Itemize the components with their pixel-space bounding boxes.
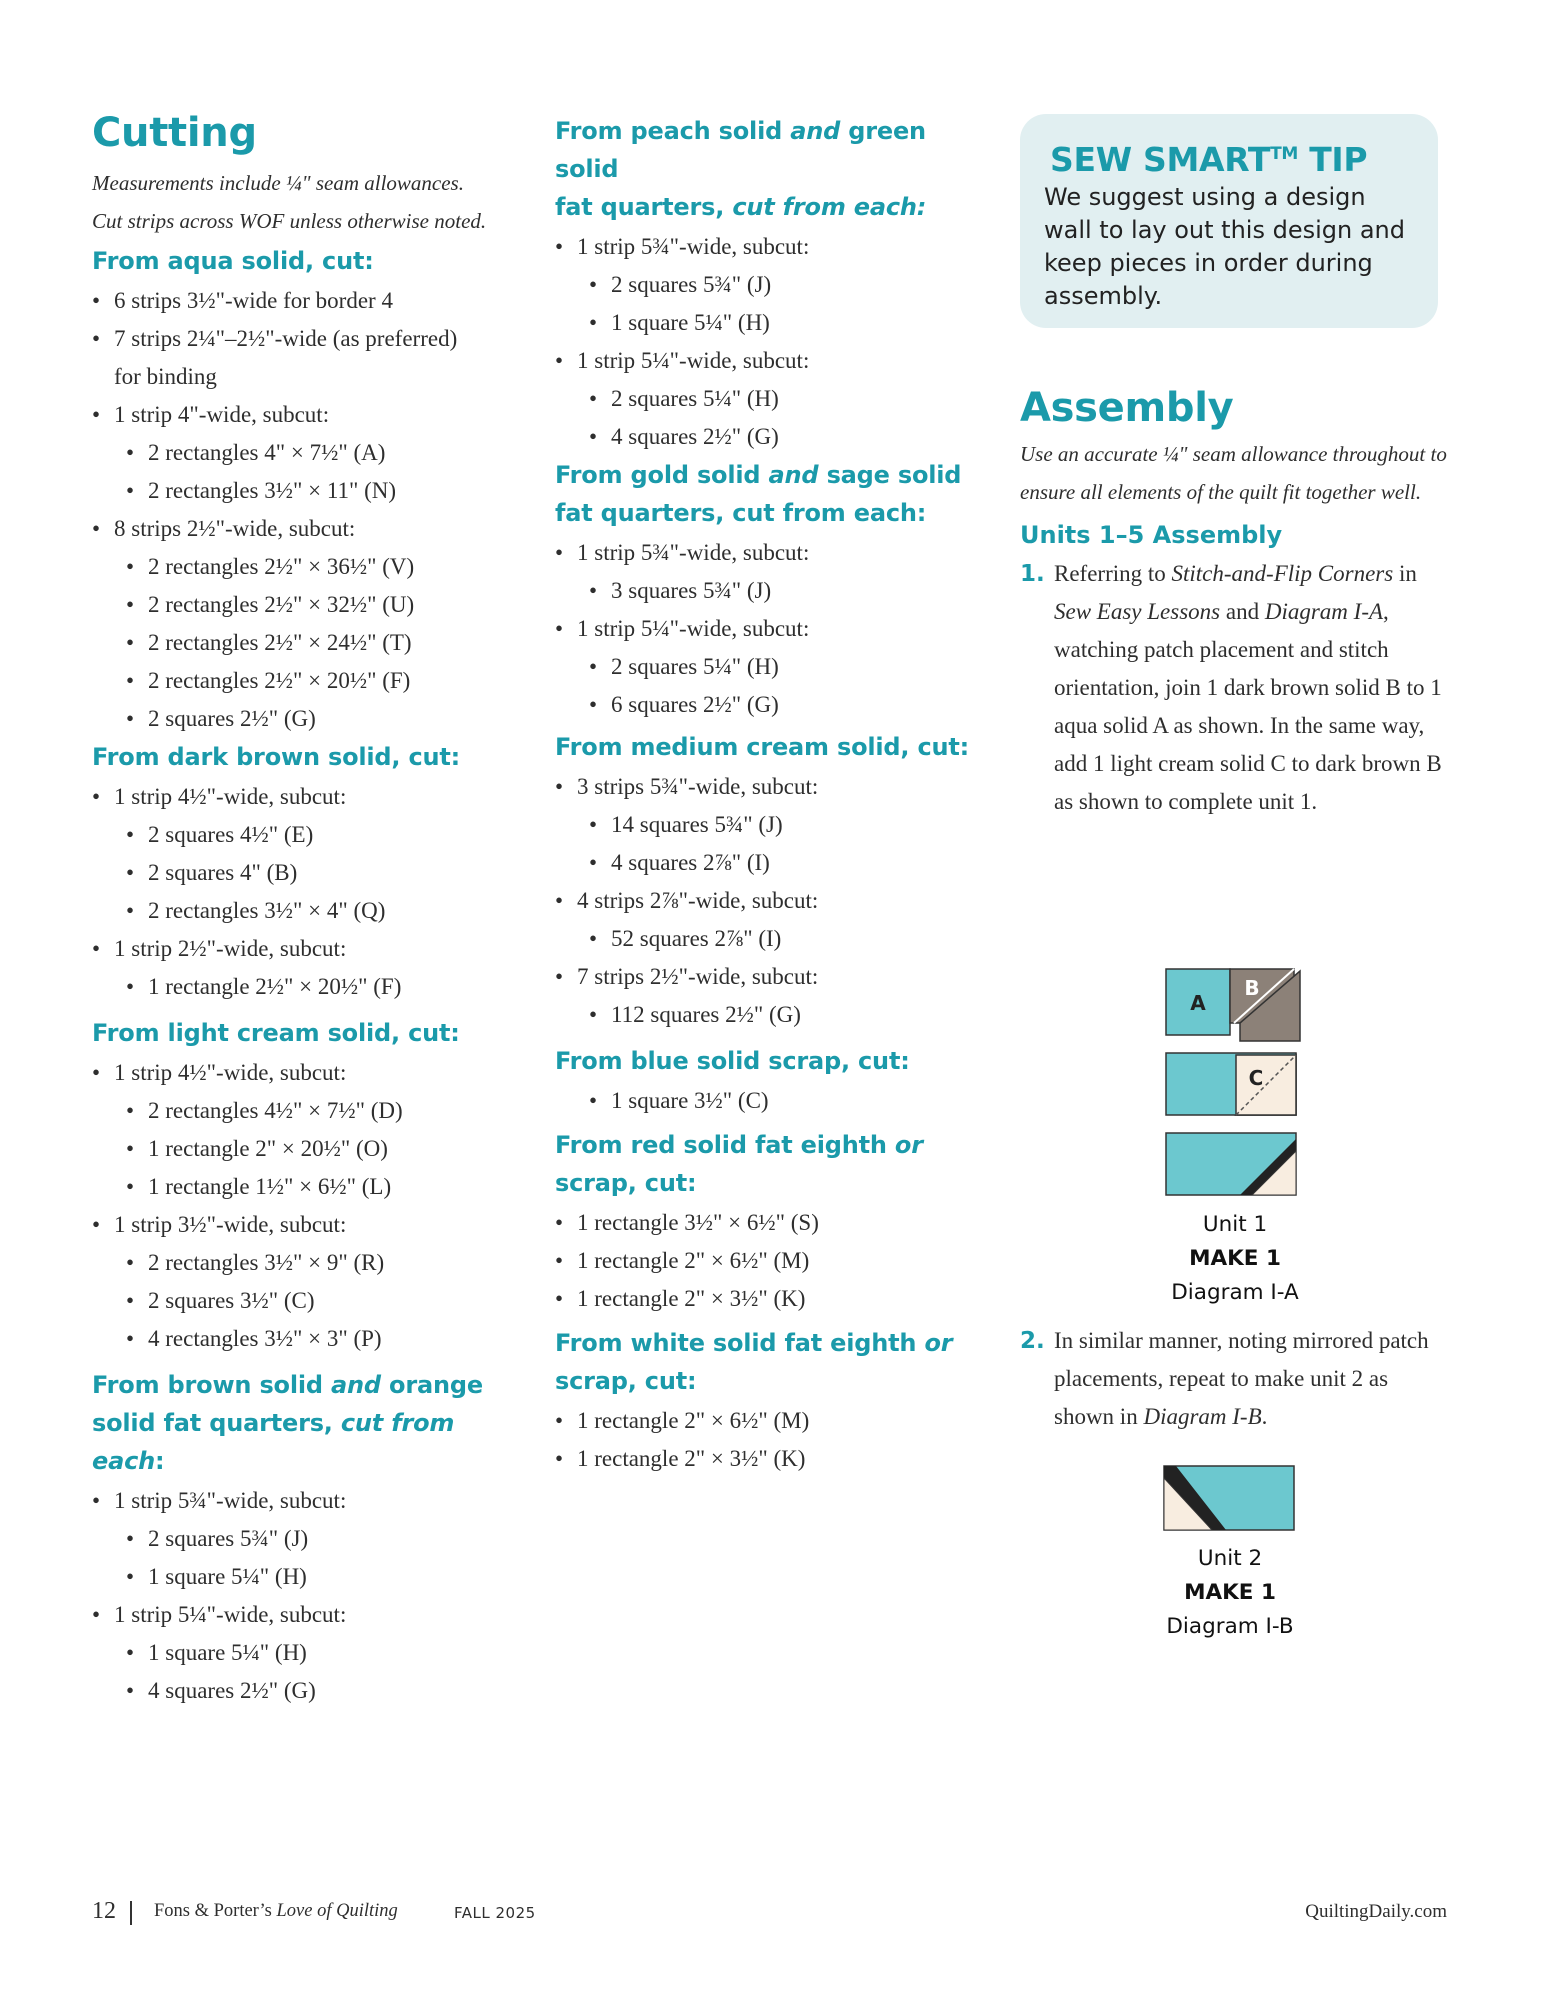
diagram-i-b-caption <box>1130 1542 1330 1644</box>
list-item: • 14 squares 5¾" (J) <box>555 806 995 844</box>
list-item: • 2 rectangles 2½" × 24½" (T) <box>92 624 532 662</box>
list-item: • 2 rectangles 3½" × 11" (N) <box>92 472 532 510</box>
list-item: • 1 rectangle 3½" × 6½" (S) <box>555 1204 995 1242</box>
blue-list <box>555 1082 995 1120</box>
heading-text: cut from each <box>92 1409 455 1475</box>
list-item: • 1 square 5¼" (H) <box>92 1634 532 1672</box>
sew-smart-tip-box <box>1020 114 1438 328</box>
step-text: Sew Easy Lessons <box>1054 599 1221 624</box>
dark-brown-list <box>92 778 532 1006</box>
cutting-column-1 <box>92 110 532 1710</box>
list-item: • 1 rectangle 1½" × 6½" (L) <box>92 1168 532 1206</box>
tip-body: We suggest using a design wall to lay out this design and keep pieces in order during assembly. <box>1044 183 1405 310</box>
list-item: • 1 strip 3½"-wide, subcut: <box>92 1206 532 1244</box>
list-item: • 1 square 3½" (C) <box>555 1082 995 1120</box>
list-item: • 2 rectangles 4" × 7½" (A) <box>92 434 532 472</box>
list-item: • 2 rectangles 2½" × 32½" (U) <box>92 586 532 624</box>
aqua-list <box>92 282 532 738</box>
list-item: • 1 rectangle 2" × 3½" (K) <box>555 1440 995 1478</box>
list-item: • 2 squares 5¼" (H) <box>555 380 995 418</box>
list-item: • 2 squares 5¾" (J) <box>555 266 995 304</box>
caption-unit: Unit 1 <box>1202 1212 1268 1237</box>
magazine-title <box>154 1901 398 1922</box>
list-item: • 3 squares 5¾" (J) <box>555 572 995 610</box>
label-c: C <box>1248 1066 1264 1090</box>
caption-diagram: Diagram I-A <box>1171 1280 1299 1305</box>
step-text: , watching patch placement and stitch orientation, join 1 dark brown solid B to 1 aqua solid A as shown. In the same way, add 1 light cream solid C to dark brown B as shown to complete unit 1. <box>1054 599 1442 814</box>
heading-text: solid fat quarters, <box>92 1409 341 1437</box>
list-item: • 3 strips 5¾"-wide, subcut: <box>555 768 995 806</box>
list-item: • 4 rectangles 3½" × 3" (P) <box>92 1320 532 1358</box>
list-item: • 52 squares 2⅞" (I) <box>555 920 995 958</box>
peach-green-list <box>555 228 995 456</box>
heading-text: From red solid fat eighth <box>555 1131 895 1159</box>
heading-text: and <box>768 461 819 489</box>
list-item: • 1 rectangle 2" × 6½" (M) <box>555 1242 995 1280</box>
list-item: • 4 squares 2⅞" (I) <box>555 844 995 882</box>
heading-text: fat quarters, <box>555 193 733 221</box>
magazine-name: Fons & Porter’s <box>154 1901 277 1921</box>
list-item: • 1 strip 5¼"-wide, subcut: <box>555 342 995 380</box>
list-item: • 112 squares 2½" (G) <box>555 996 995 1034</box>
list-item: • 2 squares 2½" (G) <box>92 700 532 738</box>
light-cream-heading: From light cream solid, cut: <box>92 1019 460 1047</box>
heading-text: From white solid fat eighth <box>555 1329 925 1357</box>
list-item: • 7 strips 2½"-wide, subcut: <box>555 958 995 996</box>
step-2 <box>1020 1322 1450 1436</box>
list-item: • 1 strip 4½"-wide, subcut: <box>92 1054 532 1092</box>
caption-make: MAKE 1 <box>1184 1580 1276 1605</box>
heading-text: From gold solid <box>555 461 769 489</box>
heading-text: From brown solid <box>92 1371 332 1399</box>
heading-text: or <box>924 1329 953 1357</box>
list-item: • 1 strip 2½"-wide, subcut: <box>92 930 532 968</box>
list-item: • 1 square 5¼" (H) <box>555 304 995 342</box>
list-item: for binding <box>114 364 217 389</box>
medium-cream-heading: From medium cream solid, cut: <box>555 733 970 761</box>
step-text: Diagram I-A <box>1264 599 1384 624</box>
magazine-name-italic: Love of Quilting <box>276 1901 398 1921</box>
cutting-title: Cutting <box>92 110 257 156</box>
list-item: • 2 squares 3½" (C) <box>92 1282 532 1320</box>
list-item: • 1 strip 5¼"-wide, subcut: <box>92 1596 532 1634</box>
step-text: Diagram I-B <box>1143 1404 1262 1429</box>
label-a: A <box>1190 991 1206 1015</box>
list-item: • 1 strip 5¾"-wide, subcut: <box>555 534 995 572</box>
heading-text: orange <box>380 1371 483 1399</box>
diagram-i-b <box>1160 1462 1300 1534</box>
aqua-heading: From aqua solid, cut: <box>92 247 374 275</box>
heading-text: cut from each: <box>732 193 927 221</box>
list-item: • 1 strip 4½"-wide, subcut: <box>92 778 532 816</box>
step-text: and <box>1220 599 1265 624</box>
tip-title-text: SEW SMART <box>1050 140 1271 179</box>
website-link[interactable]: QuiltingDaily.com <box>1305 1901 1447 1922</box>
heading-text: green solid <box>555 117 926 183</box>
list-item: • 2 squares 5¼" (H) <box>555 648 995 686</box>
list-item: • 2 rectangles 2½" × 20½" (F) <box>92 662 532 700</box>
step-number: 1. <box>1020 561 1045 587</box>
cutting-intro-1: Measurements include ¼" seam allowances. <box>92 171 464 195</box>
list-item: • 1 strip 5¼"-wide, subcut: <box>555 610 995 648</box>
red-list <box>555 1204 995 1318</box>
heading-text: From peach solid <box>555 117 791 145</box>
list-item: • 2 rectangles 3½" × 4" (Q) <box>92 892 532 930</box>
tip-title-end: TIP <box>1298 140 1368 179</box>
step-text: in <box>1393 561 1417 586</box>
red-heading <box>555 1126 995 1202</box>
heading-text: fat quarters, cut from each: <box>555 499 927 527</box>
assembly-intro: Use an accurate ¼" seam allowance throughout to ensure all elements of the quilt fit together well. <box>1020 442 1447 504</box>
list-item: • 6 squares 2½" (G) <box>555 686 995 724</box>
gold-sage-heading <box>555 456 995 532</box>
heading-text: scrap, cut: <box>555 1169 697 1197</box>
dark-brown-heading: From dark brown solid, cut: <box>92 743 461 771</box>
heading-text: scrap, cut: <box>555 1367 697 1395</box>
list-item: • 4 strips 2⅞"-wide, subcut: <box>555 882 995 920</box>
diagram-i-a <box>1162 965 1308 1205</box>
list-item: • 1 strip 5¾"-wide, subcut: <box>555 228 995 266</box>
page-footer <box>92 1898 1447 1928</box>
list-item: • 4 squares 2½" (G) <box>555 418 995 456</box>
caption-make: MAKE 1 <box>1189 1246 1281 1271</box>
list-item: • 2 squares 5¾" (J) <box>92 1520 532 1558</box>
brown-orange-list <box>92 1482 532 1710</box>
heading-text: or <box>894 1131 923 1159</box>
list-item: • 1 rectangle 2" × 20½" (O) <box>92 1130 532 1168</box>
list-item: • 7 strips 2¼"–2½"-wide (as preferred) <box>92 320 532 358</box>
list-item: • 1 rectangle 2" × 6½" (M) <box>555 1402 995 1440</box>
issue-label: FALL 2025 <box>454 1904 536 1922</box>
step-2-wrapper <box>1020 1322 1450 1436</box>
step-1 <box>1020 555 1450 821</box>
list-item: • 1 rectangle 2½" × 20½" (F) <box>92 968 532 1006</box>
list-item: • 1 strip 4"-wide, subcut: <box>92 396 532 434</box>
heading-text: : <box>155 1447 165 1475</box>
list-item: • 6 strips 3½"-wide for border 4 <box>92 282 532 320</box>
page-number: 12 <box>92 1898 116 1924</box>
list-item: • 2 squares 4½" (E) <box>92 816 532 854</box>
cutting-column-2 <box>555 112 995 1478</box>
step-number: 2. <box>1020 1328 1045 1354</box>
step-text: Referring to <box>1054 561 1172 586</box>
assembly-section <box>1020 385 1450 821</box>
white-list <box>555 1402 995 1478</box>
white-heading <box>555 1324 995 1400</box>
step-text: . <box>1261 1404 1268 1429</box>
assembly-title: Assembly <box>1020 385 1234 431</box>
heading-text: and <box>331 1371 381 1399</box>
list-item: • 2 rectangles 3½" × 9" (R) <box>92 1244 532 1282</box>
list-item: • 2 rectangles 4½" × 7½" (D) <box>92 1092 532 1130</box>
peach-green-heading <box>555 112 995 226</box>
list-item: • 1 square 5¼" (H) <box>92 1558 532 1596</box>
blue-heading: From blue solid scrap, cut: <box>555 1047 910 1075</box>
step-text: In similar manner, noting mirrored patch placements, repeat to make unit 2 as shown in <box>1054 1328 1429 1429</box>
caption-diagram: Diagram I-B <box>1166 1614 1294 1639</box>
gold-sage-list <box>555 534 995 724</box>
list-item: • 1 rectangle 2" × 3½" (K) <box>555 1280 995 1318</box>
step-text: Stitch-and-Flip Corners <box>1171 561 1394 586</box>
heading-text: sage solid <box>818 461 962 489</box>
trademark-mark: TM <box>1270 144 1299 164</box>
list-item: • 1 strip 5¾"-wide, subcut: <box>92 1482 532 1520</box>
cutting-intro-2: Cut strips across WOF unless otherwise noted. <box>92 209 487 233</box>
footer-divider <box>130 1901 132 1925</box>
list-item: • 2 squares 4" (B) <box>92 854 532 892</box>
list-item: • 4 squares 2½" (G) <box>92 1672 532 1710</box>
tip-title <box>1050 140 1418 179</box>
units-heading: Units 1–5 Assembly <box>1020 521 1283 549</box>
list-item: • 8 strips 2½"-wide, subcut: <box>92 510 532 548</box>
light-cream-list <box>92 1054 532 1358</box>
diagram-i-a-caption <box>1135 1208 1335 1310</box>
brown-orange-heading <box>92 1366 532 1480</box>
caption-unit: Unit 2 <box>1197 1546 1263 1571</box>
list-item: • 2 rectangles 2½" × 36½" (V) <box>92 548 532 586</box>
label-b: B <box>1244 976 1260 1000</box>
heading-text: and <box>790 117 841 145</box>
medium-cream-list <box>555 768 995 1034</box>
